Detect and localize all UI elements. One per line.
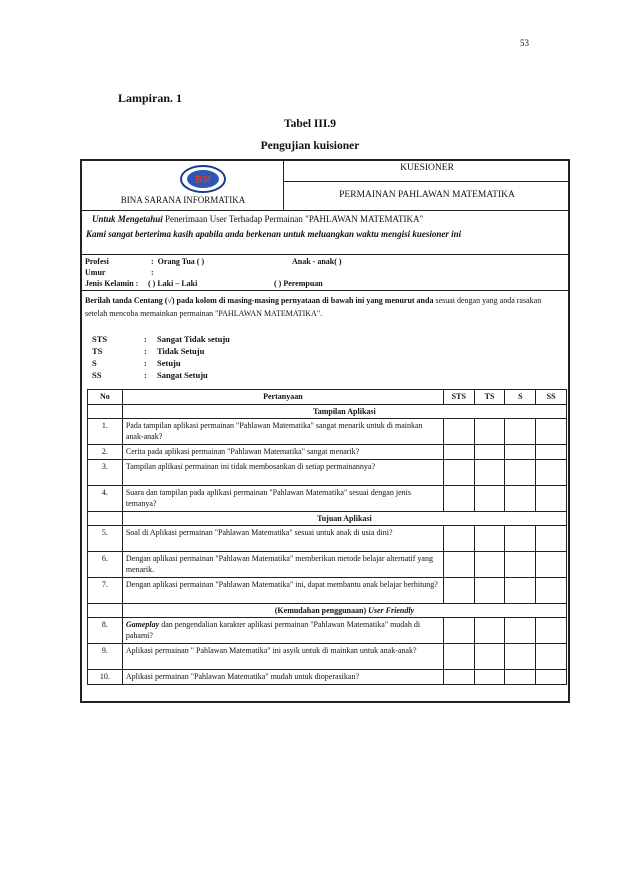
answer-ts[interactable] xyxy=(474,670,505,685)
company-name: BINA SARANA INFORMATIKA xyxy=(120,195,246,205)
legend-item: S : Setuju xyxy=(92,358,181,368)
question-text: Dengan aplikasi permainan "Pahlawan Matematika" memberikan metode belajar alternatif yang menarik. xyxy=(122,552,443,578)
question-text: Pada tampilan aplikasi permainan "Pahlawan Matematika" sangat menarik untuk di mainkan anak-anak? xyxy=(122,419,443,445)
answer-sts[interactable] xyxy=(443,526,474,552)
question-text: Gameplay dan pengendalian karakter aplikasi permainan "Pahlawan Matematika" mudah di pahami? xyxy=(122,618,443,644)
answer-ts[interactable] xyxy=(474,486,505,512)
laki-option[interactable]: ( ) Laki – Laki xyxy=(148,279,198,288)
header-right xyxy=(284,161,570,211)
logo-text: BSI xyxy=(195,174,211,185)
answer-ts[interactable] xyxy=(474,445,505,460)
intro-block xyxy=(82,211,570,255)
intro-line-1: Untuk Mengetahui Penerimaan User Terhadap Permainan "PAHLAWAN MATEMATIKA" xyxy=(92,214,424,224)
table-row: 8. Gameplay dan pengendalian karakter aplikasi permainan "Pahlawan Matematika" mudah di pahami? xyxy=(88,618,567,644)
col-sts: STS xyxy=(443,390,474,405)
answer-ss[interactable] xyxy=(536,445,567,460)
table-row: 2. Cerita pada aplikasi permainan "Pahlawan Matematika" sangat menarik? xyxy=(88,445,567,460)
answer-ss[interactable] xyxy=(536,460,567,486)
perempuan-option[interactable]: ( ) Perempuan xyxy=(274,279,323,288)
answer-s[interactable] xyxy=(505,670,536,685)
table-row: 3. Tampilan aplikasi permainan ini tidak membosankan di setiap permainannya? xyxy=(88,460,567,486)
answer-sts[interactable] xyxy=(443,419,474,445)
questionnaire-subtitle: PERMAINAN PAHLAWAN MATEMATIKA xyxy=(339,190,515,200)
answer-sts[interactable] xyxy=(443,644,474,670)
answer-ss[interactable] xyxy=(536,552,567,578)
answer-sts[interactable] xyxy=(443,552,474,578)
table-row: 6. Dengan aplikasi permainan "Pahlawan Matematika" memberikan metode belajar alternatif yang menarik. xyxy=(88,552,567,578)
questionnaire-frame xyxy=(80,159,570,703)
table-row: 9. Aplikasi permainan " Pahlawan Matematika" ini asyik untuk di mainkan untuk anak-anak? xyxy=(88,644,567,670)
answer-ts[interactable] xyxy=(474,526,505,552)
answer-ts[interactable] xyxy=(474,460,505,486)
anak-option[interactable]: Anak - anak( ) xyxy=(292,257,342,266)
answer-s[interactable] xyxy=(505,445,536,460)
legend-item: TS : Tidak Setuju xyxy=(92,346,205,356)
table-row: 4. Suara dan tampilan pada aplikasi permainan "Pahlawan Matematika" sesuai dengan jenis temanya? xyxy=(88,486,567,512)
appendix-label: Lampiran. 1 xyxy=(118,91,183,105)
answer-s[interactable] xyxy=(505,578,536,604)
answer-s[interactable] xyxy=(505,486,536,512)
respondent-profile: Profesi : Orang Tua ( ) Anak - anak( ) Umur : Jenis Kelamin : ( ) Laki – Laki ( ) Perempuan xyxy=(82,255,570,291)
table-row: 10. Aplikasi permainan "Pahlawan Matematika" mudah untuk dioperasikan? xyxy=(88,670,567,685)
answer-sts[interactable] xyxy=(443,578,474,604)
answer-sts[interactable] xyxy=(443,486,474,512)
scale-legend xyxy=(92,333,292,381)
answer-ts[interactable] xyxy=(474,644,505,670)
legend-item: STS : Sangat Tidak setuju xyxy=(92,334,230,344)
col-no: No xyxy=(88,390,123,405)
section-title: (Kemudahan penggunaan) User Friendly xyxy=(122,604,566,618)
answer-ss[interactable] xyxy=(536,618,567,644)
col-ts: TS xyxy=(474,390,505,405)
answer-ts[interactable] xyxy=(474,419,505,445)
legend-item: SS : Sangat Setuju xyxy=(92,370,208,380)
section-title: Tampilan Aplikasi xyxy=(122,405,566,419)
answer-sts[interactable] xyxy=(443,670,474,685)
answer-ts[interactable] xyxy=(474,578,505,604)
question-text: Soal di Aplikasi permainan "Pahlawan Matematika" sesuai untuk anak di usia dini? xyxy=(122,526,443,552)
answer-ts[interactable] xyxy=(474,618,505,644)
header-left xyxy=(82,161,284,211)
table-subtitle: Pengujian kuisioner xyxy=(260,140,360,152)
table-row: 5. Soal di Aplikasi permainan "Pahlawan Matematika" sesuai untuk anak di usia dini? xyxy=(88,526,567,552)
question-text: Cerita pada aplikasi permainan "Pahlawan Matematika" sangat menarik? xyxy=(122,445,443,460)
answer-s[interactable] xyxy=(505,618,536,644)
answer-sts[interactable] xyxy=(443,460,474,486)
answer-s[interactable] xyxy=(505,526,536,552)
table-row: 1. Pada tampilan aplikasi permainan "Pahlawan Matematika" sangat menarik untuk di mainkan anak-anak? xyxy=(88,419,567,445)
answer-ts[interactable] xyxy=(474,552,505,578)
page-number: 53 xyxy=(520,38,529,48)
answer-ss[interactable] xyxy=(536,419,567,445)
answer-ss[interactable] xyxy=(536,526,567,552)
table-row: 7. Dengan aplikasi permainan "Pahlawan Matematika" ini, dapat membantu anak belajar berhitung? xyxy=(88,578,567,604)
question-text: Tampilan aplikasi permainan ini tidak membosankan di setiap permainannya? xyxy=(122,460,443,486)
instructions: Berilah tanda Centang (√) pada kolom di masing-masing pernyataan di bawah ini yang menurut anda sesuai dengan yang anda rasakan setelah mencoba memainkan permainan "PAHLAWAN MATEMATIKA". xyxy=(85,296,542,318)
answer-s[interactable] xyxy=(505,644,536,670)
questionnaire-title: KUESIONER xyxy=(400,163,454,173)
question-text: Aplikasi permainan "Pahlawan Matematika" mudah untuk dioperasikan? xyxy=(122,670,443,685)
answer-ss[interactable] xyxy=(536,486,567,512)
answer-s[interactable] xyxy=(505,552,536,578)
section-title: Tujuan Aplikasi xyxy=(122,512,566,526)
question-text: Suara dan tampilan pada aplikasi permainan "Pahlawan Matematika" sesuai dengan jenis temanya? xyxy=(122,486,443,512)
answer-sts[interactable] xyxy=(443,618,474,644)
col-question: Pertanyaan xyxy=(122,390,443,405)
question-text: Dengan aplikasi permainan "Pahlawan Matematika" ini, dapat membantu anak belajar berhitung? xyxy=(122,578,443,604)
profesi-row: Profesi xyxy=(85,257,109,266)
question-text: Aplikasi permainan " Pahlawan Matematika" ini asyik untuk di mainkan untuk anak-anak? xyxy=(122,644,443,670)
table-title: Tabel III.9 xyxy=(284,118,336,130)
col-s: S xyxy=(505,390,536,405)
answer-ss[interactable] xyxy=(536,644,567,670)
bsi-logo xyxy=(178,164,228,194)
question-table xyxy=(87,389,567,685)
table-header-row xyxy=(88,390,567,405)
jenis-kelamin-label: Jenis Kelamin : xyxy=(85,279,139,288)
answer-ss[interactable] xyxy=(536,670,567,685)
answer-s[interactable] xyxy=(505,419,536,445)
answer-sts[interactable] xyxy=(443,445,474,460)
answer-s[interactable] xyxy=(505,460,536,486)
intro-line-2: Kami sangat berterima kasih apabila anda berkenan untuk meluangkan waktu mengisi kuesioner ini xyxy=(86,229,462,239)
umur-row: Umur xyxy=(85,268,106,277)
answer-ss[interactable] xyxy=(536,578,567,604)
col-ss: SS xyxy=(536,390,567,405)
